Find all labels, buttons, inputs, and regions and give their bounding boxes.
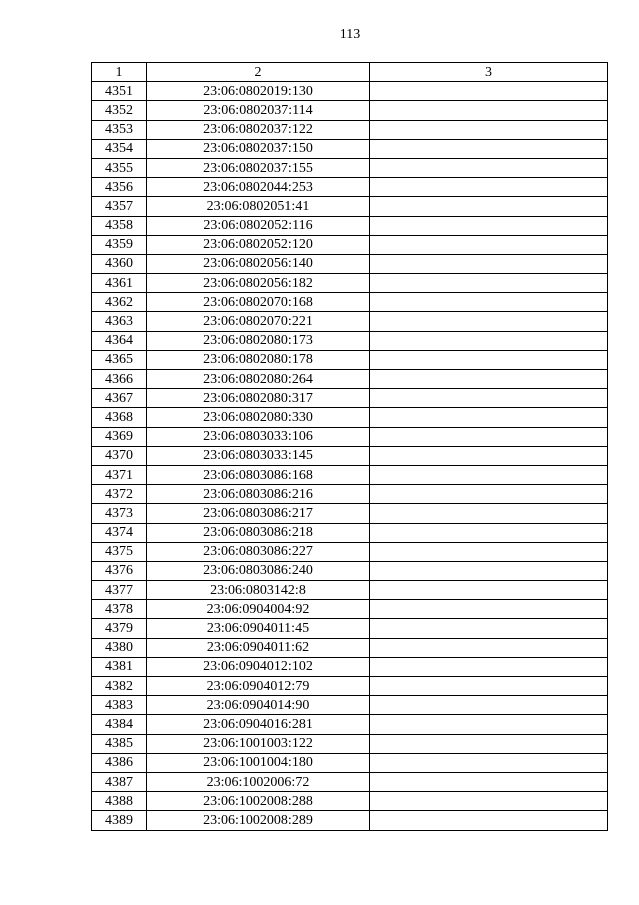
note-cell bbox=[370, 197, 608, 216]
note-cell bbox=[370, 696, 608, 715]
table-row bbox=[92, 312, 608, 331]
cadastral-number-cell: 23:06:0802056:140 bbox=[147, 254, 370, 273]
table-row bbox=[92, 274, 608, 293]
table-row bbox=[92, 139, 608, 158]
cadastral-number-cell: 23:06:0802052:116 bbox=[147, 216, 370, 235]
row-number-cell: 4375 bbox=[92, 542, 147, 561]
row-number-cell: 4365 bbox=[92, 350, 147, 369]
cadastral-number-cell: 23:06:0802080:317 bbox=[147, 389, 370, 408]
page-number: 113 bbox=[339, 27, 361, 42]
cadastral-number-cell: 23:06:1001003:122 bbox=[147, 734, 370, 753]
table-row bbox=[92, 696, 608, 715]
note-cell bbox=[370, 792, 608, 811]
row-number-cell: 4367 bbox=[92, 389, 147, 408]
row-number-cell: 4363 bbox=[92, 312, 147, 331]
cadastral-number-cell: 23:06:0802070:168 bbox=[147, 293, 370, 312]
column-header-2: 2 bbox=[147, 63, 370, 82]
table-row bbox=[92, 101, 608, 120]
cadastral-number-cell: 23:06:0802080:330 bbox=[147, 408, 370, 427]
note-cell bbox=[370, 600, 608, 619]
table-row bbox=[92, 158, 608, 177]
column-header-1: 1 bbox=[92, 63, 147, 82]
cadastral-number-cell: 23:06:0803086:227 bbox=[147, 542, 370, 561]
note-cell bbox=[370, 581, 608, 600]
cadastral-number-cell: 23:06:1002006:72 bbox=[147, 772, 370, 791]
row-number-cell: 4352 bbox=[92, 101, 147, 120]
note-cell bbox=[370, 657, 608, 676]
cadastral-number-cell: 23:06:0803086:240 bbox=[147, 561, 370, 580]
note-cell bbox=[370, 619, 608, 638]
cadastral-number-cell: 23:06:0802052:120 bbox=[147, 235, 370, 254]
cadastral-number-cell: 23:06:0802019:130 bbox=[147, 82, 370, 101]
cadastral-number-cell: 23:06:0904016:281 bbox=[147, 715, 370, 734]
cadastral-number-cell: 23:06:1002008:289 bbox=[147, 811, 370, 830]
row-number-cell: 4369 bbox=[92, 427, 147, 446]
row-number-cell: 4353 bbox=[92, 120, 147, 139]
cadastral-number-cell: 23:06:0802080:173 bbox=[147, 331, 370, 350]
note-cell bbox=[370, 274, 608, 293]
table-row bbox=[92, 331, 608, 350]
row-number-cell: 4373 bbox=[92, 504, 147, 523]
table-row bbox=[92, 446, 608, 465]
table-row bbox=[92, 619, 608, 638]
table-row bbox=[92, 772, 608, 791]
note-cell bbox=[370, 638, 608, 657]
table-row bbox=[92, 753, 608, 772]
cadastral-number-cell: 23:06:0803033:106 bbox=[147, 427, 370, 446]
cadastral-number-cell: 23:06:0802056:182 bbox=[147, 274, 370, 293]
table-row bbox=[92, 600, 608, 619]
cadastral-number-cell: 23:06:0803142:8 bbox=[147, 581, 370, 600]
table-row bbox=[92, 811, 608, 830]
row-number-cell: 4389 bbox=[92, 811, 147, 830]
note-cell bbox=[370, 715, 608, 734]
note-cell bbox=[370, 82, 608, 101]
cadastral-number-cell: 23:06:0904012:79 bbox=[147, 677, 370, 696]
cadastral-number-cell: 23:06:0803086:168 bbox=[147, 465, 370, 484]
table-row bbox=[92, 408, 608, 427]
row-number-cell: 4386 bbox=[92, 753, 147, 772]
note-cell bbox=[370, 139, 608, 158]
cadastral-number-cell: 23:06:0904004:92 bbox=[147, 600, 370, 619]
table-row bbox=[92, 293, 608, 312]
row-number-cell: 4381 bbox=[92, 657, 147, 676]
note-cell bbox=[370, 331, 608, 350]
row-number-cell: 4374 bbox=[92, 523, 147, 542]
row-number-cell: 4358 bbox=[92, 216, 147, 235]
table-row bbox=[92, 715, 608, 734]
note-cell bbox=[370, 254, 608, 273]
note-cell bbox=[370, 446, 608, 465]
row-number-cell: 4383 bbox=[92, 696, 147, 715]
row-number-cell: 4351 bbox=[92, 82, 147, 101]
note-cell bbox=[370, 734, 608, 753]
table-row bbox=[92, 254, 608, 273]
row-number-cell: 4362 bbox=[92, 293, 147, 312]
row-number-cell: 4384 bbox=[92, 715, 147, 734]
table-row bbox=[92, 120, 608, 139]
column-header-3: 3 bbox=[370, 63, 608, 82]
note-cell bbox=[370, 350, 608, 369]
table-header-row bbox=[92, 63, 608, 82]
note-cell bbox=[370, 101, 608, 120]
row-number-cell: 4360 bbox=[92, 254, 147, 273]
table-row bbox=[92, 734, 608, 753]
cadastral-number-cell: 23:06:0802037:155 bbox=[147, 158, 370, 177]
table-row bbox=[92, 216, 608, 235]
row-number-cell: 4376 bbox=[92, 561, 147, 580]
note-cell bbox=[370, 158, 608, 177]
row-number-cell: 4372 bbox=[92, 485, 147, 504]
cadastral-number-cell: 23:06:0904011:62 bbox=[147, 638, 370, 657]
row-number-cell: 4357 bbox=[92, 197, 147, 216]
cadastral-number-cell: 23:06:0802037:122 bbox=[147, 120, 370, 139]
cadastral-number-cell: 23:06:0802070:221 bbox=[147, 312, 370, 331]
cadastral-number-cell: 23:06:0802037:114 bbox=[147, 101, 370, 120]
row-number-cell: 4359 bbox=[92, 235, 147, 254]
cadastral-number-cell: 23:06:0802080:178 bbox=[147, 350, 370, 369]
table-row bbox=[92, 235, 608, 254]
note-cell bbox=[370, 408, 608, 427]
table-row bbox=[92, 657, 608, 676]
row-number-cell: 4354 bbox=[92, 139, 147, 158]
cadastral-number-cell: 23:06:0802044:253 bbox=[147, 178, 370, 197]
cadastral-number-cell: 23:06:1001004:180 bbox=[147, 753, 370, 772]
table-row bbox=[92, 370, 608, 389]
row-number-cell: 4371 bbox=[92, 465, 147, 484]
note-cell bbox=[370, 504, 608, 523]
row-number-cell: 4377 bbox=[92, 581, 147, 600]
note-cell bbox=[370, 811, 608, 830]
note-cell bbox=[370, 120, 608, 139]
row-number-cell: 4382 bbox=[92, 677, 147, 696]
cadastral-number-cell: 23:06:0803086:217 bbox=[147, 504, 370, 523]
row-number-cell: 4364 bbox=[92, 331, 147, 350]
note-cell bbox=[370, 542, 608, 561]
table-row bbox=[92, 792, 608, 811]
note-cell bbox=[370, 293, 608, 312]
note-cell bbox=[370, 561, 608, 580]
cadastral-number-cell: 23:06:0802080:264 bbox=[147, 370, 370, 389]
row-number-cell: 4361 bbox=[92, 274, 147, 293]
table-row bbox=[92, 178, 608, 197]
note-cell bbox=[370, 216, 608, 235]
table-row bbox=[92, 638, 608, 657]
note-cell bbox=[370, 677, 608, 696]
cadastral-number-cell: 23:06:0904012:102 bbox=[147, 657, 370, 676]
cadastral-number-cell: 23:06:0802037:150 bbox=[147, 139, 370, 158]
note-cell bbox=[370, 178, 608, 197]
cadastral-number-cell: 23:06:0904011:45 bbox=[147, 619, 370, 638]
row-number-cell: 4385 bbox=[92, 734, 147, 753]
row-number-cell: 4356 bbox=[92, 178, 147, 197]
note-cell bbox=[370, 235, 608, 254]
row-number-cell: 4366 bbox=[92, 370, 147, 389]
cadastral-number-cell: 23:06:0803086:218 bbox=[147, 523, 370, 542]
note-cell bbox=[370, 370, 608, 389]
table-row bbox=[92, 82, 608, 101]
row-number-cell: 4368 bbox=[92, 408, 147, 427]
table-row bbox=[92, 523, 608, 542]
cadastral-number-cell: 23:06:0803086:216 bbox=[147, 485, 370, 504]
table-row bbox=[92, 485, 608, 504]
table-row bbox=[92, 197, 608, 216]
note-cell bbox=[370, 523, 608, 542]
table-row bbox=[92, 581, 608, 600]
table-body bbox=[92, 82, 608, 830]
table-row bbox=[92, 542, 608, 561]
note-cell bbox=[370, 312, 608, 331]
table-row bbox=[92, 561, 608, 580]
cadastral-number-cell: 23:06:0904014:90 bbox=[147, 696, 370, 715]
table-row bbox=[92, 677, 608, 696]
row-number-cell: 4380 bbox=[92, 638, 147, 657]
row-number-cell: 4378 bbox=[92, 600, 147, 619]
row-number-cell: 4387 bbox=[92, 772, 147, 791]
note-cell bbox=[370, 485, 608, 504]
note-cell bbox=[370, 753, 608, 772]
cadastral-number-cell: 23:06:0803033:145 bbox=[147, 446, 370, 465]
table-row bbox=[92, 427, 608, 446]
table-row bbox=[92, 389, 608, 408]
document-table bbox=[91, 62, 608, 831]
table-row bbox=[92, 465, 608, 484]
row-number-cell: 4370 bbox=[92, 446, 147, 465]
row-number-cell: 4388 bbox=[92, 792, 147, 811]
row-number-cell: 4355 bbox=[92, 158, 147, 177]
table-row bbox=[92, 350, 608, 369]
cadastral-number-cell: 23:06:1002008:288 bbox=[147, 792, 370, 811]
note-cell bbox=[370, 772, 608, 791]
row-number-cell: 4379 bbox=[92, 619, 147, 638]
note-cell bbox=[370, 465, 608, 484]
note-cell bbox=[370, 389, 608, 408]
table-row bbox=[92, 504, 608, 523]
cadastral-number-cell: 23:06:0802051:41 bbox=[147, 197, 370, 216]
note-cell bbox=[370, 427, 608, 446]
